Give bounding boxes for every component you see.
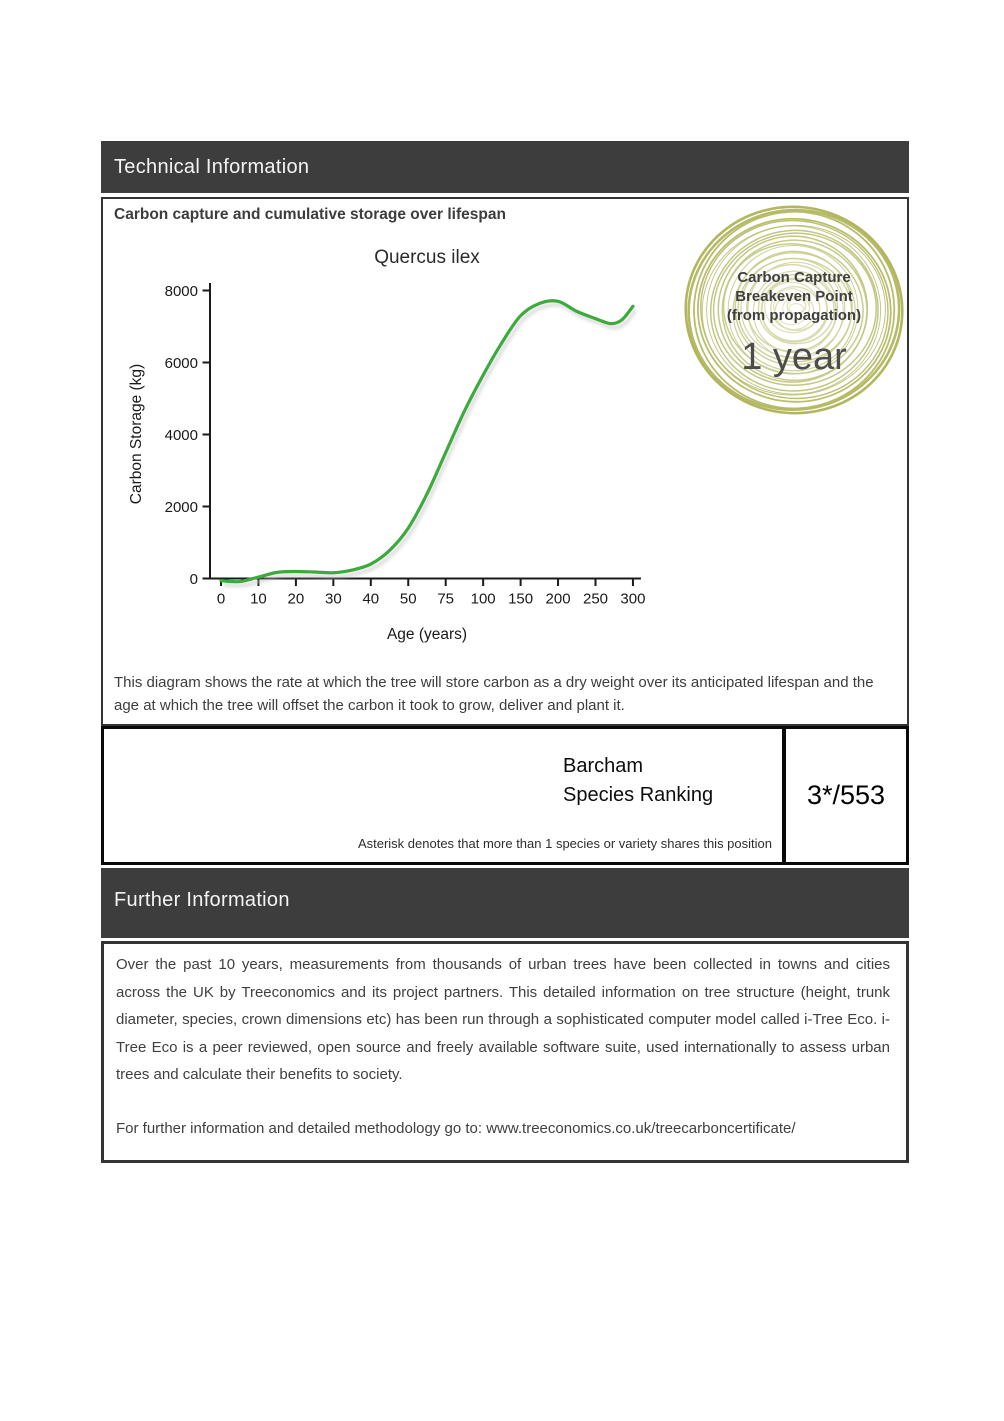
x-tick-label: 0 [216,590,226,608]
x-axis-label: Age (years) [386,626,468,643]
ranking-value: 3*/553 [806,780,886,810]
x-tick-label: 50 [399,590,417,608]
carbon-storage-curve [221,301,633,582]
carbon-chart-panel [101,197,909,726]
x-tick-label: 150 [508,590,534,608]
chart-title: Quercus ilex [374,247,480,268]
ranking-title-line2: Species Ranking [563,783,714,806]
further-information-title: Further Information [114,888,290,911]
ranking-asterisk-note: Asterisk denotes that more than 1 species or variety shares this position [357,836,772,851]
chart-section-heading: Carbon capture and cumulative storage over lifespan [114,206,506,223]
technical-information-title: Technical Information [114,155,310,178]
breakeven-value: 1 year [741,335,847,378]
y-tick-label: 8000 [164,283,198,300]
ranking-title-line1: Barcham [563,755,644,777]
x-tick-label: 30 [325,590,342,608]
badge-heading-line3: (from propagation) [726,306,862,324]
further-information-header [101,868,909,938]
ranking-title [563,752,713,809]
species-ranking-panel [101,726,909,865]
chart-description: This diagram shows the rate at which the tree will store carbon as a dry weight over its anticipated lifespan and the age at which the tree will offset the carbon it took to grow, deliver and plant it. [114,674,874,714]
curve-shadow [224,305,636,586]
y-axis-label: Carbon Storage (kg) [128,363,145,505]
y-tick-label: 0 [189,571,198,588]
x-tick-label: 75 [437,590,455,608]
ranking-label-cell [104,729,782,862]
y-tick-label: 2000 [164,499,198,516]
badge-heading-line1: Carbon Capture [737,268,851,286]
x-tick-label: 250 [582,590,609,608]
x-tick-label: 20 [287,590,305,608]
further-information-panel [101,941,909,1163]
x-tick-label: 10 [250,590,267,608]
x-tick-label: 40 [362,590,380,608]
y-tick-label: 4000 [164,427,198,444]
methodology-link-line: For further information and detailed methodology go to: www.treeconomics.co.uk/treecarboncertificate/ [116,1119,796,1137]
breakeven-badge [678,202,910,422]
chart-axes [165,283,646,608]
x-tick-label: 100 [470,590,496,608]
further-information-paragraph: Over the past 10 years, measurements from thousands of urban trees have been collected in towns and cities across the UK by Treeconomics and its project partners. This detailed information on tree structure (height, trunk diameter, species, crown dimensions etc) has been run through a sophisticated computer model called i-Tree Eco. i-Tree Eco is a peer reviewed, open source and freely available software suite, used internationally to assess urban trees and calculate their benefits to society. [116,956,890,1083]
x-tick-label: 300 [620,590,646,608]
y-tick-label: 6000 [164,355,198,372]
badge-heading-line2: Breakeven Point [735,287,853,305]
x-tick-label: 200 [545,590,571,608]
technical-information-header [101,141,909,193]
